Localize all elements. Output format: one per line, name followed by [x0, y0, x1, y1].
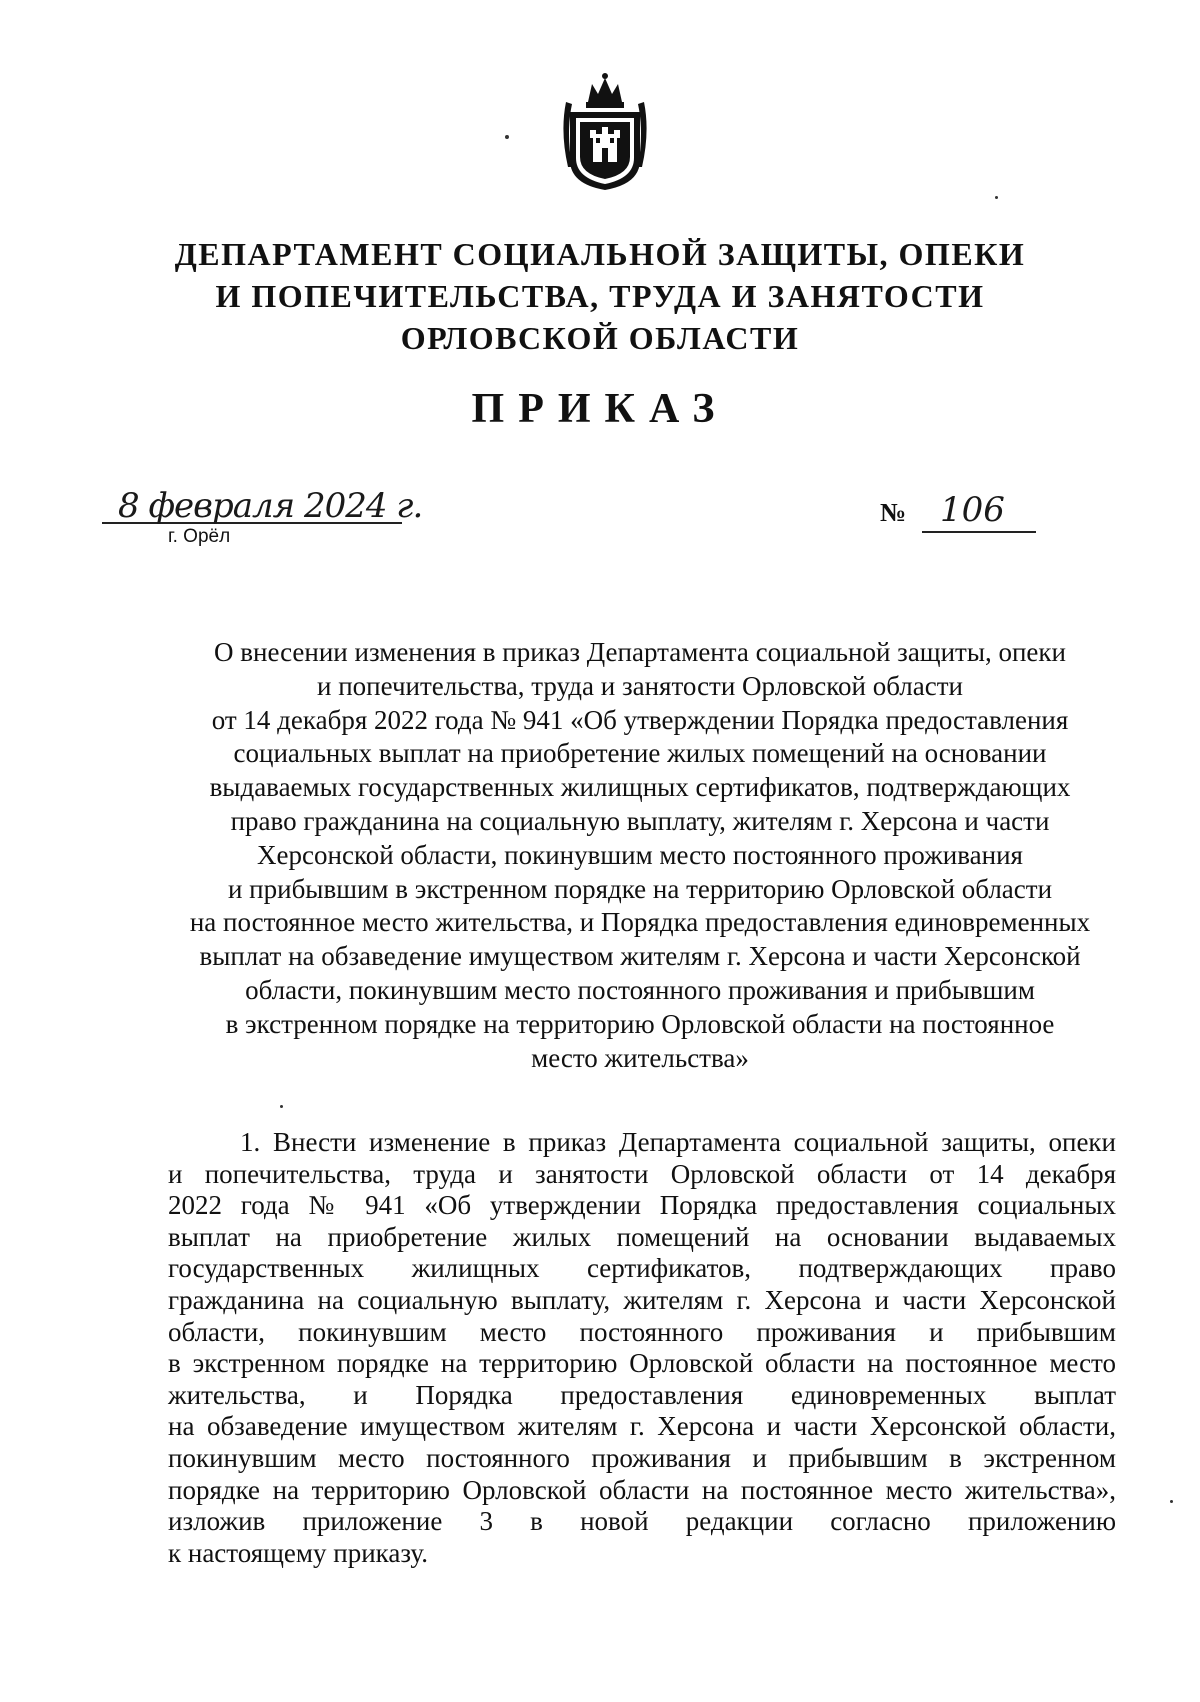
body-line: области, покинувшим место постоянного проживания и прибывшим	[168, 1316, 1116, 1347]
body-line: 2022 года № 941 «Об утверждении Порядка предоставления социальных	[168, 1190, 1116, 1221]
department-heading	[100, 233, 1100, 359]
subject-line: место жительства»	[531, 1042, 749, 1073]
subject-line: право гражданина на социальную выплату, жителям г. Херсона и части	[230, 805, 1050, 836]
order-title: ПРИКАЗ	[471, 386, 729, 432]
number-sign: №	[880, 498, 907, 527]
scan-speck	[280, 1105, 283, 1108]
subject-line: области, покинувшим место постоянного проживания и прибывшим	[245, 974, 1035, 1005]
date-block	[88, 478, 428, 558]
city-label: г. Орёл	[168, 526, 231, 547]
body-line: в экстренном порядке на территорию Орловской области на постоянное место	[168, 1348, 1116, 1379]
body-line: покинувшим место постоянного проживания и прибывшим в экстренном	[168, 1442, 1116, 1473]
body-line: гражданина на социальную выплату, жителям г. Херсона и части Херсонской	[168, 1284, 1116, 1315]
scan-speck	[505, 135, 509, 139]
subject-line: выдаваемых государственных жилищных сертификатов, подтверждающих	[209, 772, 1071, 803]
department-line-3: ОРЛОВСКОЙ ОБЛАСТИ	[400, 320, 800, 356]
subject-line: в экстренном порядке на территорию Орловской области на постоянное	[225, 1008, 1055, 1039]
handwritten-number: 106	[940, 490, 1005, 530]
body-line: и попечительства, труда и занятости Орловской области от 14 декабря	[168, 1158, 1116, 1189]
department-line-1: ДЕПАРТАМЕНТ СОЦИАЛЬНОЙ ЗАЩИТЫ, ОПЕКИ	[174, 236, 1026, 272]
coat-of-arms-icon	[560, 72, 650, 192]
body-line: жительства, и Порядка предоставления единовременных выплат	[168, 1379, 1116, 1410]
subject-line: О внесении изменения в приказ Департамента социальной защиты, опеки	[214, 637, 1066, 667]
department-line-2: И ПОПЕЧИТЕЛЬСТВА, ТРУДА И ЗАНЯТОСТИ	[215, 278, 985, 314]
order-number-block	[880, 490, 1040, 540]
body-line: изложив приложение 3 в новой редакции согласно приложению	[168, 1506, 1116, 1537]
subject-line: и прибывшим в экстренном порядке на территорию Орловской области	[227, 873, 1053, 904]
body-line: выплат на приобретение жилых помещений на основании выдаваемых	[168, 1221, 1116, 1252]
body-line: на обзаведение имуществом жителям г. Херсона и части Херсонской области,	[168, 1411, 1116, 1442]
body-line: к настоящему приказу.	[168, 1537, 428, 1568]
handwritten-date: 8 февраля 2024 г.	[118, 486, 423, 526]
order-body-paragraph	[168, 1127, 1116, 1569]
subject-line: социальных выплат на приобретение жилых помещений на основании	[233, 738, 1047, 769]
body-line: государственных жилищных сертификатов, подтверждающих право	[168, 1253, 1116, 1284]
body-line: 1. Внести изменение в приказ Департамента социальной защиты, опеки	[240, 1127, 1116, 1157]
subject-line: на постоянное место жительства, и Порядка предоставления единовременных	[189, 907, 1091, 938]
scan-speck	[1170, 1500, 1173, 1503]
body-line: порядке на территорию Орловской области на постоянное место жительства»,	[168, 1474, 1116, 1505]
order-subject	[160, 636, 1120, 1075]
number-underline	[922, 531, 1036, 533]
subject-line: и попечительства, труда и занятости Орловской области	[317, 670, 963, 701]
scan-speck	[995, 196, 998, 199]
subject-line: Херсонской области, покинувшим место постоянного проживания	[257, 839, 1023, 870]
subject-line: от 14 декабря 2022 года № 941 «Об утверждении Порядка предоставления	[211, 704, 1069, 735]
subject-line: выплат на обзаведение имуществом жителям г. Херсона и части Херсонской	[199, 941, 1081, 972]
